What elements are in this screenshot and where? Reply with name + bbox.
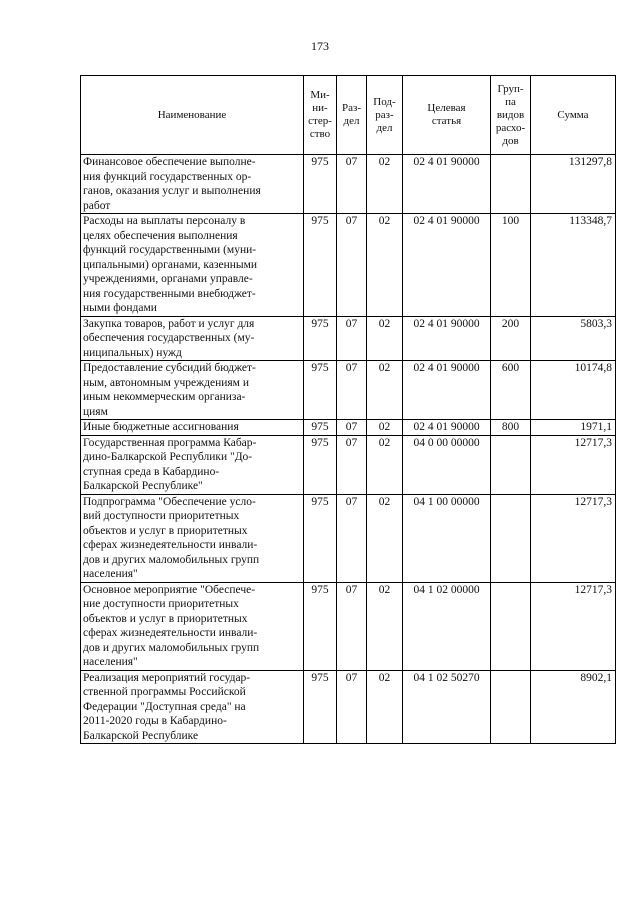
row-section: 07: [337, 361, 367, 420]
row-target: 02 4 01 90000: [403, 214, 491, 317]
row-section: 07: [337, 670, 367, 744]
row-target: 02 4 01 90000: [403, 155, 491, 214]
row-sum: 8902,1: [531, 670, 616, 744]
table-row: [81, 494, 616, 582]
row-group: 800: [491, 420, 531, 436]
table-row: [81, 420, 616, 436]
row-ministry: 975: [304, 214, 337, 317]
header-sum: Сумма: [531, 76, 616, 155]
row-subsection: 02: [367, 155, 403, 214]
table-row: [81, 361, 616, 420]
header-target: Целевая статья: [403, 76, 491, 155]
row-target: 04 1 02 00000: [403, 582, 491, 670]
row-group: [491, 435, 531, 494]
row-group: 200: [491, 316, 531, 361]
row-subsection: 02: [367, 494, 403, 582]
row-name: Расходы на выплаты персоналу в целях обеспечения выполнения функций государственными (муни- ципальными) органами, казенными учреждениями, органами управле- ния государственными внебюджет- ными фондами: [81, 214, 304, 317]
row-group: 600: [491, 361, 531, 420]
row-ministry: 975: [304, 155, 337, 214]
row-name: Закупка товаров, работ и услуг для обеспечения государственных (му- ниципальных) нужд: [81, 316, 304, 361]
header-section: Раз- дел: [337, 76, 367, 155]
row-ministry: 975: [304, 361, 337, 420]
row-sum: 113348,7: [531, 214, 616, 317]
row-group: [491, 155, 531, 214]
row-sum: 1971,1: [531, 420, 616, 436]
row-target: 02 4 01 90000: [403, 316, 491, 361]
row-ministry: 975: [304, 316, 337, 361]
row-section: 07: [337, 155, 367, 214]
row-target: 02 4 01 90000: [403, 361, 491, 420]
header-group: Груп- па видов расхо- дов: [491, 76, 531, 155]
row-section: 07: [337, 494, 367, 582]
page-number: 173: [311, 39, 329, 53]
row-section: 07: [337, 420, 367, 436]
row-ministry: 975: [304, 670, 337, 744]
row-ministry: 975: [304, 582, 337, 670]
row-name: Реализация мероприятий государ- ственной программы Российской Федерации "Доступная среда" на 2011-2020 годы в Кабардино- Балкарской Республике: [81, 670, 304, 744]
row-name: Подпрограмма "Обеспечение усло- вий доступности приоритетных объектов и услуг в приоритетных сферах жизнедеятельности инвали- дов и других маломобильных групп населения": [81, 494, 304, 582]
row-subsection: 02: [367, 435, 403, 494]
row-section: 07: [337, 582, 367, 670]
header-name: Наименование: [81, 76, 304, 155]
row-name: Финансовое обеспечение выполне- ния функций государственных ор- ганов, оказания услуг и выполнения работ: [81, 155, 304, 214]
row-subsection: 02: [367, 214, 403, 317]
table-header-row: [81, 76, 616, 155]
row-subsection: 02: [367, 420, 403, 436]
header-subsection: Под- раз- дел: [367, 76, 403, 155]
row-subsection: 02: [367, 316, 403, 361]
table-row: [81, 316, 616, 361]
table-row: [81, 214, 616, 317]
row-sum: 12717,3: [531, 494, 616, 582]
row-sum: 12717,3: [531, 582, 616, 670]
row-sum: 12717,3: [531, 435, 616, 494]
table-row: [81, 670, 616, 744]
header-ministry: Ми- ни- стер- ство: [304, 76, 337, 155]
row-ministry: 975: [304, 420, 337, 436]
row-name: Основное мероприятие "Обеспече- ние доступности приоритетных объектов и услуг в приоритетных сферах жизнедеятельности инвали- дов и других маломобильных групп населения": [81, 582, 304, 670]
row-subsection: 02: [367, 670, 403, 744]
row-group: [491, 494, 531, 582]
row-group: [491, 670, 531, 744]
row-name: Государственная программа Кабар- дино-Балкарской Республики "До- ступная среда в Кабардино- Балкарской Республике": [81, 435, 304, 494]
row-ministry: 975: [304, 494, 337, 582]
row-group: 100: [491, 214, 531, 317]
row-subsection: 02: [367, 361, 403, 420]
row-target: 04 1 02 50270: [403, 670, 491, 744]
row-subsection: 02: [367, 582, 403, 670]
table-row: [81, 435, 616, 494]
row-name: Иные бюджетные ассигнования: [81, 420, 304, 436]
budget-table: [80, 75, 616, 744]
table-row: [81, 582, 616, 670]
row-section: 07: [337, 435, 367, 494]
row-group: [491, 582, 531, 670]
row-section: 07: [337, 316, 367, 361]
row-target: 02 4 01 90000: [403, 420, 491, 436]
row-sum: 131297,8: [531, 155, 616, 214]
row-section: 07: [337, 214, 367, 317]
row-ministry: 975: [304, 435, 337, 494]
row-sum: 10174,8: [531, 361, 616, 420]
row-target: 04 0 00 00000: [403, 435, 491, 494]
row-name: Предоставление субсидий бюджет- ным, автономным учреждениям и иным некоммерческим организа- циям: [81, 361, 304, 420]
row-target: 04 1 00 00000: [403, 494, 491, 582]
table-row: [81, 155, 616, 214]
row-sum: 5803,3: [531, 316, 616, 361]
